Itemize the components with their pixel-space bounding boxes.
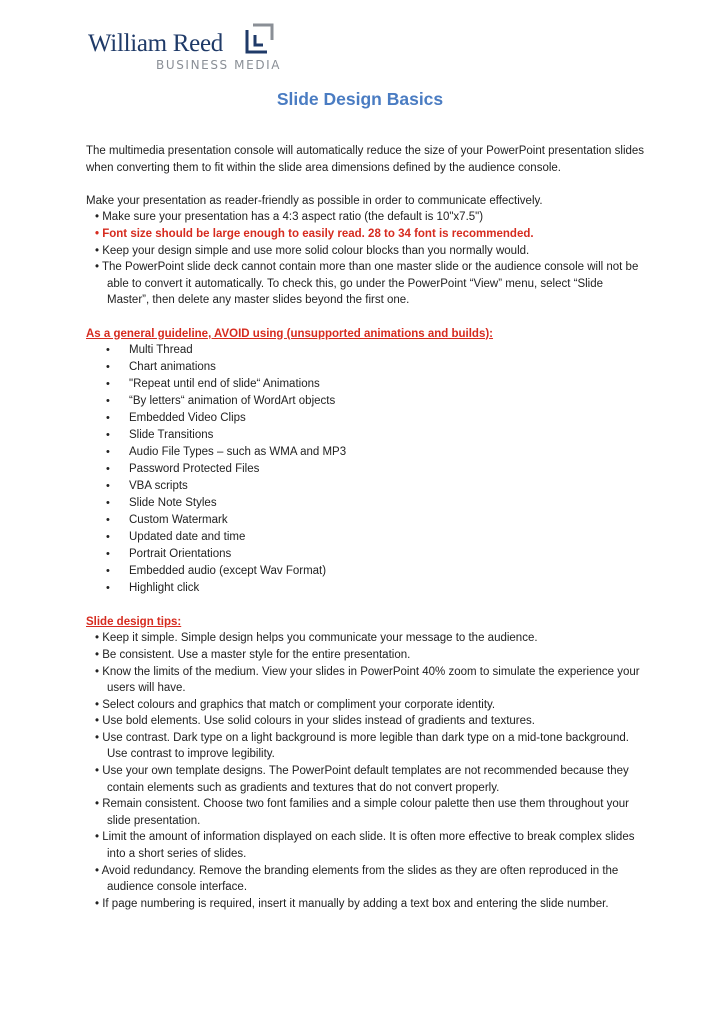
avoid-item: Multi Thread bbox=[129, 344, 193, 357]
avoid-item: Portrait Orientations bbox=[129, 548, 232, 561]
logo-subtitle: BUSINESS MEDIA bbox=[156, 58, 282, 72]
bullet-icon: • bbox=[106, 480, 110, 493]
list-item bbox=[86, 529, 646, 546]
tip-item: • Know the limits of the medium. View your slides in PowerPoint 40% zoom to simulate the experience your users will have. bbox=[95, 665, 640, 695]
avoid-item: Updated date and time bbox=[129, 531, 246, 544]
list-item bbox=[86, 495, 646, 512]
tip-item: • Keep it simple. Simple design helps you communicate your message to the audience. bbox=[95, 632, 538, 645]
document-body bbox=[86, 143, 646, 912]
bullet-icon: • bbox=[106, 344, 110, 357]
avoid-item: Chart animations bbox=[129, 361, 216, 374]
avoid-item: Audio File Types – such as WMA and MP3 bbox=[129, 446, 347, 459]
bullet-icon: • bbox=[106, 412, 110, 425]
avoid-item: Password Protected Files bbox=[129, 463, 260, 476]
bullet-icon: • bbox=[106, 565, 110, 578]
list-item bbox=[86, 359, 646, 376]
bullet-icon: • bbox=[106, 395, 110, 408]
bullet-icon: • bbox=[106, 497, 110, 510]
avoid-item: Highlight click bbox=[129, 582, 200, 595]
tip-item: • Limit the amount of information displayed on each slide. It is often more effective to break complex slides into a short series of slides. bbox=[95, 831, 635, 861]
intro-paragraph: The multimedia presentation console will automatically reduce the size of your PowerPoint presentation slides when converting them to fit within the slide area dimensions defined by the audience console. bbox=[86, 145, 645, 174]
page-title: Slide Design Basics bbox=[276, 89, 444, 109]
list-item bbox=[86, 546, 646, 563]
list-item bbox=[86, 393, 646, 410]
bullet-icon: • bbox=[106, 531, 110, 544]
bullet-icon: • bbox=[106, 548, 110, 561]
list-item bbox=[86, 342, 646, 359]
tip-item: • Select colours and graphics that match or compliment your corporate identity. bbox=[95, 698, 496, 711]
tip-item: • Avoid redundancy. Remove the branding elements from the slides as they are often reproduced in the audience console interface. bbox=[95, 864, 619, 894]
list-item bbox=[86, 376, 646, 393]
list-item bbox=[86, 461, 646, 478]
bullet-icon: • bbox=[106, 582, 110, 595]
logo-name: William Reed bbox=[88, 30, 223, 57]
avoid-item: Custom Watermark bbox=[129, 514, 228, 527]
logo-mark-icon bbox=[243, 22, 277, 56]
avoid-item: "Repeat until end of slide“ Animations bbox=[129, 378, 320, 391]
list-item bbox=[86, 410, 646, 427]
friendly-lead: Make your presentation as reader-friendly as possible in order to communicate effectively. bbox=[86, 194, 543, 207]
tip-item: • If page numbering is required, insert it manually by adding a text box and entering the slide number. bbox=[95, 897, 609, 910]
avoid-item: Slide Transitions bbox=[129, 429, 214, 442]
list-item bbox=[86, 512, 646, 529]
avoid-item: Embedded audio (except Wav Format) bbox=[129, 565, 327, 578]
bullet-icon: • bbox=[106, 429, 110, 442]
friendly-item-font-size: • Font size should be large enough to easily read. 28 to 34 font is recommended. bbox=[95, 227, 534, 240]
avoid-item: “By letters“ animation of WordArt objects bbox=[129, 395, 336, 408]
list-item bbox=[86, 444, 646, 461]
tip-item: • Use bold elements. Use solid colours in your slides instead of gradients and textures. bbox=[95, 715, 535, 728]
avoid-heading: As a general guideline, AVOID using (unsupported animations and builds): bbox=[86, 327, 494, 340]
tip-item: • Use contrast. Dark type on a light background is more legible than dark type on a mid-tone background. Use contrast to improve legibility. bbox=[95, 731, 629, 761]
avoid-item: Slide Note Styles bbox=[129, 497, 217, 510]
bullet-icon: • bbox=[106, 463, 110, 476]
list-item bbox=[86, 580, 646, 597]
bullet-icon: • bbox=[106, 361, 110, 374]
avoid-item: Embedded Video Clips bbox=[129, 412, 246, 425]
friendly-item-master-slide: • The PowerPoint slide deck cannot contain more than one master slide or the audience console will not be able to convert it automatically. To check this, go under the PowerPoint “View” menu, select “Slide Master”, then delete any master slides beyond the first one. bbox=[95, 261, 639, 307]
bullet-icon: • bbox=[106, 514, 110, 527]
bullet-icon: • bbox=[106, 446, 110, 459]
tips-heading: Slide design tips: bbox=[86, 615, 182, 628]
avoid-item: VBA scripts bbox=[129, 480, 188, 493]
list-item bbox=[86, 427, 646, 444]
friendly-item-aspect: • Make sure your presentation has a 4:3 aspect ratio (the default is 10"x7.5") bbox=[95, 211, 484, 224]
tip-item: • Be consistent. Use a master style for the entire presentation. bbox=[95, 648, 411, 661]
tip-item: • Use your own template designs. The PowerPoint default templates are not recommended because they contain elements such as gradients and textures that do not convert properly. bbox=[95, 765, 629, 794]
list-item bbox=[86, 563, 646, 580]
list-item bbox=[86, 478, 646, 495]
william-reed-logo bbox=[88, 20, 288, 76]
tip-item: • Remain consistent. Choose two font families and a simple colour palette then use them throughout your slide presentation. bbox=[95, 798, 629, 827]
friendly-item-simple: • Keep your design simple and use more solid colour blocks than you normally would. bbox=[95, 244, 530, 257]
bullet-icon: • bbox=[106, 378, 110, 391]
